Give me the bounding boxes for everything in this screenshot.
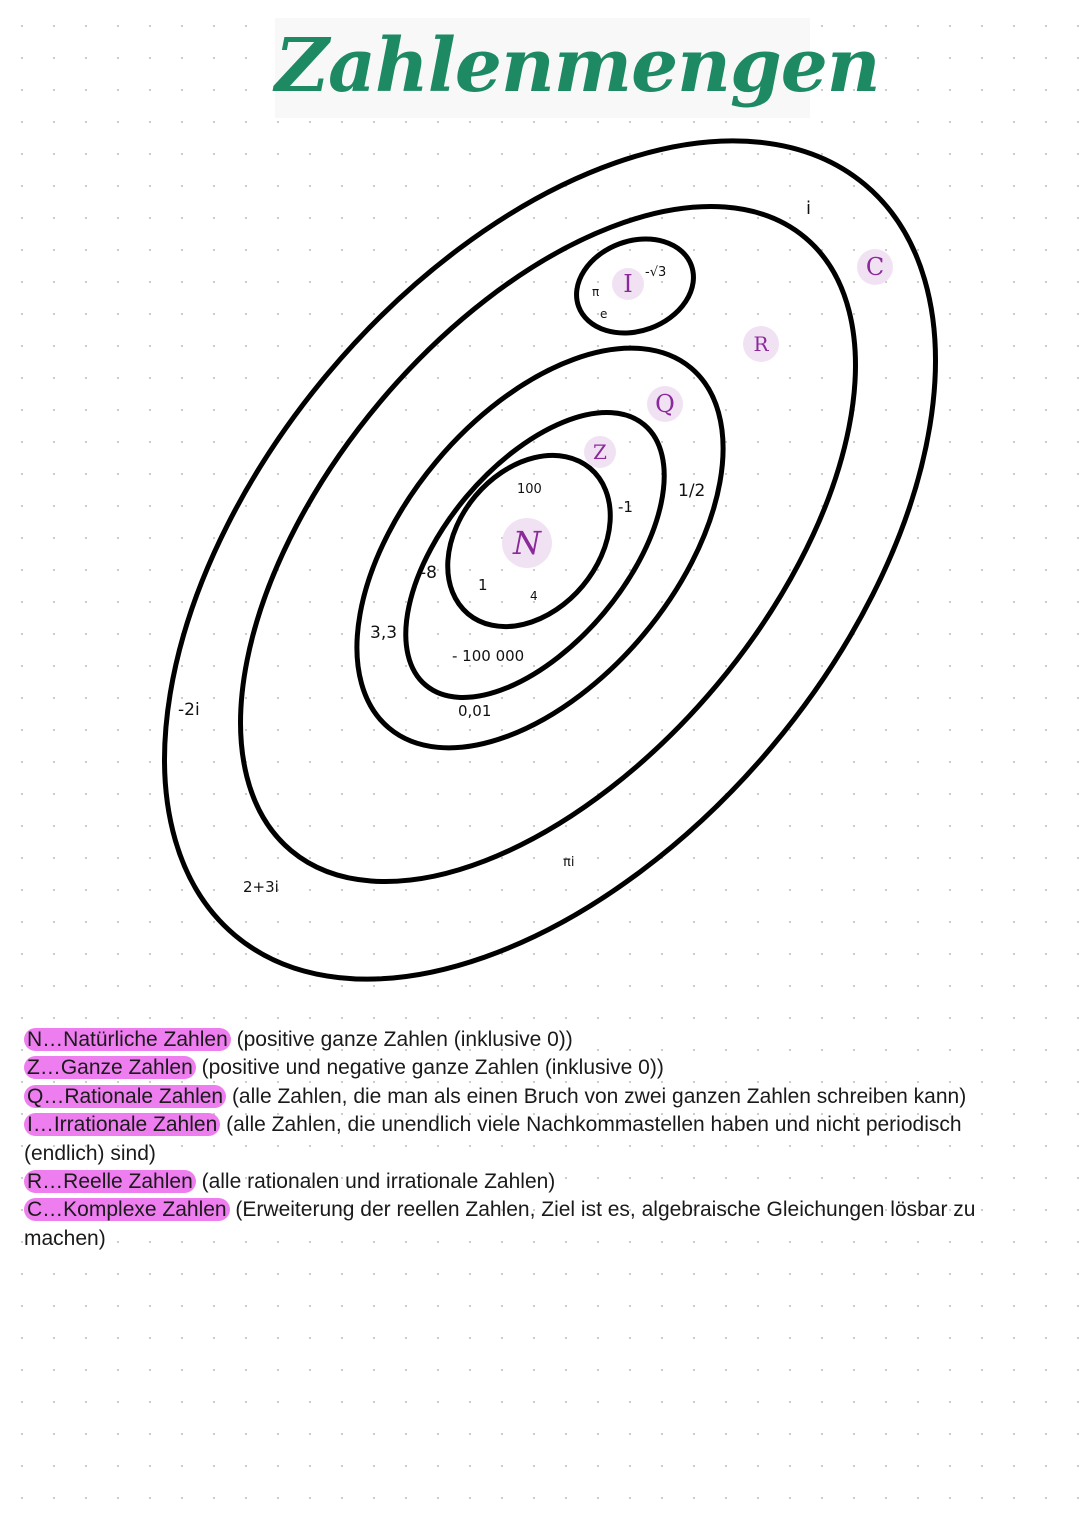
- legend: [24, 1026, 1034, 1253]
- example-100: 100: [517, 482, 542, 497]
- example-3-3: 3,3: [370, 623, 398, 643]
- legend-term: R…Reelle Zahlen: [24, 1170, 196, 1193]
- example-1: 1: [478, 576, 488, 594]
- legend-term: Z…Ganze Zahlen: [24, 1056, 196, 1079]
- example-one-half: 1/2: [678, 481, 706, 501]
- example-e: e: [600, 307, 608, 321]
- legend-item-z: [24, 1054, 1034, 1082]
- example-minus-2i: -2i: [178, 700, 200, 720]
- page-title: Zahlenmengen: [275, 18, 810, 118]
- example-i: i: [806, 198, 812, 219]
- example-pi: π: [592, 285, 600, 299]
- symbol-n: N: [513, 524, 541, 562]
- example-minus-8: -8: [420, 563, 437, 583]
- symbol-z: Z: [593, 440, 607, 464]
- legend-item-n: [24, 1026, 1034, 1054]
- legend-desc: (Erweiterung der reellen Zahlen, Ziel ist es, algebraische Gleichungen lösbar zu machen): [24, 1198, 976, 1250]
- legend-desc: (alle Zahlen, die unendlich viele Nachkommastellen haben und nicht periodisch (endlich) sind): [24, 1113, 962, 1165]
- example-0-01: 0,01: [458, 702, 492, 720]
- example-minus-1: -1: [618, 498, 633, 516]
- legend-desc: (alle rationalen und irrationale Zahlen): [195, 1170, 556, 1194]
- legend-item-c: [24, 1196, 1034, 1253]
- example-2-plus-3i: 2+3i: [243, 878, 279, 896]
- set-c-ellipse: [13, 0, 1080, 1000]
- example-pi-i: πi: [563, 855, 575, 870]
- example-minus-sqrt3: -√3: [645, 265, 667, 280]
- legend-desc: (positive ganze Zahlen (inklusive 0)): [230, 1028, 573, 1051]
- legend-term: C…Komplexe Zahlen: [24, 1198, 230, 1221]
- symbol-i: I: [623, 270, 633, 298]
- example-minus-100000: - 100 000: [452, 647, 525, 665]
- legend-item-q: [24, 1083, 1034, 1111]
- legend-desc: (positive und negative ganze Zahlen (inklusive 0)): [195, 1056, 664, 1080]
- legend-term: N…Natürliche Zahlen: [24, 1028, 231, 1051]
- legend-term: I…Irrationale Zahlen: [24, 1113, 220, 1136]
- legend-desc: (alle Zahlen, die man als einen Bruch von zwei ganzen Zahlen schreiben kann): [226, 1084, 967, 1108]
- legend-item-r: [24, 1168, 1034, 1196]
- symbol-r: R: [753, 332, 769, 356]
- legend-term: Q…Rationale Zahlen: [24, 1085, 226, 1108]
- symbol-q: Q: [655, 390, 675, 418]
- symbol-c: C: [865, 253, 885, 281]
- example-4: 4: [530, 589, 538, 603]
- legend-item-i: [24, 1111, 1034, 1168]
